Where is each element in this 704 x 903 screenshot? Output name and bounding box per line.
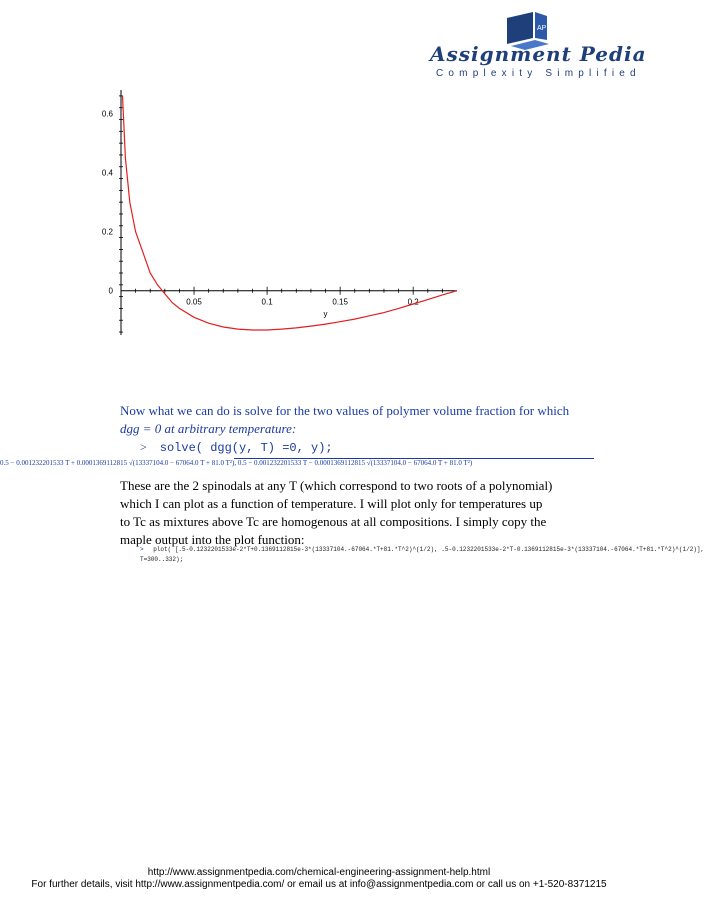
x-tick-label: 0.2 xyxy=(407,297,419,307)
plot-curve xyxy=(123,96,458,330)
logo-tagline: Complexity Simplified xyxy=(436,68,641,79)
solve-command: solve( dgg(y, T) =0, y); xyxy=(159,441,333,455)
plot-axes xyxy=(121,90,457,335)
maple-prompt-2: > xyxy=(140,546,144,553)
solve-command-row xyxy=(140,440,333,455)
y-tick-label: 0.4 xyxy=(101,168,113,178)
body-line-3: to Tc as mixtures above Tc are homogenous at all compositions. I simply copy the xyxy=(120,514,547,529)
emblem-text: AP xyxy=(537,25,547,32)
body-paragraph xyxy=(120,477,578,549)
body-line-1: These are the 2 spinodals at any T (which correspond to two roots of a polynomial) xyxy=(120,478,553,493)
logo-name: Assignment Pedia xyxy=(430,42,647,66)
plot-command-text: plot( [.5-0.1232201533e-2*T+0.1369112815e-3*(13337104.-67064.*T+81.*T^2)^(1/2), .5-0.1232201533e-2*T-0.1369112815e-3*(13337104.-67064.*T+81.*T^2)^(1/2)], xyxy=(153,546,704,553)
intro-line-2: dgg = 0 at arbitrary temperature: xyxy=(120,421,297,436)
plot-command-line-2: T=300..332); xyxy=(140,556,184,563)
solve-output: 0.5 − 0.001232201533 T + 0.0001369112815 √(13337104.0 − 67064.0 T + 81.0 T²), 0.5 − 0.001232201533 T − 0.0001369112815 √(13337104.0 − 67064.0 T + 81.0 T²) xyxy=(0,459,473,467)
x-tick-label: 0.05 xyxy=(186,297,202,307)
footer-url[interactable]: http://www.assignmentpedia.com/chemical-engineering-assignment-help.html xyxy=(147,867,491,878)
footer-contact: For further details, visit http://www.assignmentpedia.com/ or email us at info@assignmentpedia.com or call us on +1-520-8371215 xyxy=(31,879,607,890)
y-tick-label: 0 xyxy=(108,286,113,296)
y-tick-label: 0.2 xyxy=(101,227,113,237)
plot-command-line-1 xyxy=(140,546,704,553)
x-axis-label: y xyxy=(323,309,328,319)
plot-ticks xyxy=(102,96,443,332)
x-tick-label: 0.15 xyxy=(332,297,348,307)
series-line xyxy=(123,96,458,330)
body-line-4: maple output into the plot function: xyxy=(120,532,305,547)
intro-line-1: Now what we can do is solve for the two values of polymer volume fraction for which xyxy=(120,403,570,418)
x-tick-label: 0.1 xyxy=(261,297,273,307)
free-energy-plot xyxy=(90,85,470,335)
body-line-2: which I can plot as a function of temperature. I will plot only for temperatures up xyxy=(120,496,543,511)
maple-prompt: > xyxy=(140,440,147,454)
y-tick-label: 0.6 xyxy=(101,109,113,119)
intro-paragraph xyxy=(120,402,580,438)
